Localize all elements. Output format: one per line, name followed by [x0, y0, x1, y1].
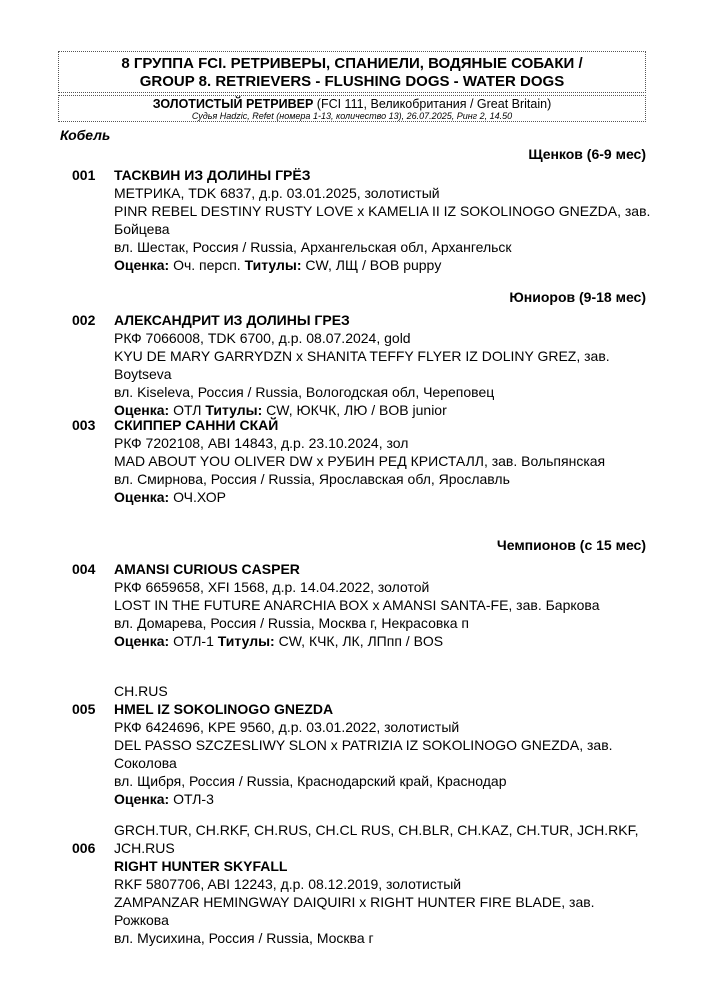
dog-owner: вл. Шестак, Россия / Russia, Архангельская обл, Архангельск [114, 239, 512, 255]
dog-result: Оценка: ОТЛ Титулы: CW, ЮКЧК, ЛЮ / BOB junior [114, 402, 447, 418]
dog-pedigree: PINR REBEL DESTINY RUSTY LOVE x KAMELIA II IZ SOKOLINOGO GNEZDA, зав. Бойцева [114, 203, 651, 237]
dog-grade: ОЧ.ХОР [169, 489, 226, 505]
dog-result: Оценка: ОТЛ-1 Титулы: CW, КЧК, ЛК, ЛПпп / BOS [114, 633, 444, 649]
dog-result: Оценка: ОЧ.ХОР [114, 489, 226, 505]
dog-registration: РКФ 7202108, ABI 14843, д.р. 23.10.2024, зол [114, 435, 409, 451]
dog-owner: вл. Смирнова, Россия / Russia, Ярославская обл, Ярославль [114, 471, 510, 487]
group-title-en: GROUP 8. RETRIEVERS - FLUSHING DOGS - WATER DOGS [139, 73, 565, 90]
dog-name: RIGHT HUNTER SKYFALL [114, 858, 288, 874]
dog-grade: ОТЛ-3 [169, 791, 214, 807]
dog-name: СКИППЕР САННИ СКАЙ [114, 417, 279, 433]
entry-003 [72, 416, 652, 506]
dog-name: ТАСКВИН ИЗ ДОЛИНЫ ГРЁЗ [114, 167, 311, 183]
entry-002 [72, 311, 652, 419]
entry-number: 005 [72, 701, 96, 717]
dog-prefix-titles: CH.RUS [114, 683, 168, 699]
dog-registration: МЕТРИКА, TDK 6837, д.р. 03.01.2025, золотистый [114, 185, 440, 201]
group-header [58, 51, 646, 93]
dog-grade: Оч. персп. [169, 257, 241, 273]
dog-titles: CW, ЛЩ / BOB puppy [301, 257, 442, 273]
dog-pedigree: ZAMPANZAR HEMINGWAY DAIQUIRI x RIGHT HUNTER FIRE BLADE, зав. Рожкова [114, 894, 595, 928]
entry-number: 001 [72, 167, 96, 183]
dog-registration: РКФ 6659658, XFI 1568, д.р. 14.04.2022, золотой [114, 579, 430, 595]
entry-number: 006 [72, 840, 96, 856]
dog-grade: ОТЛ [169, 402, 202, 418]
dog-pedigree: DEL PASSO SZCZESLIWY SLON x PATRIZIA IZ SOKOLINOGO GNEZDA, зав. Соколова [114, 737, 613, 771]
dog-result: Оценка: Оч. персп. Титулы: CW, ЛЩ / BOB puppy [114, 257, 442, 273]
dog-owner: вл. Мусихина, Россия / Russia, Москва г [114, 930, 374, 946]
entry-number: 002 [72, 312, 96, 328]
dog-registration: RKF 5807706, ABI 12243, д.р. 08.12.2019, золотистый [114, 876, 462, 892]
judge-line: Судья Hadzic, Refet (номера 1-13, количество 13), 26.07.2025, Ринг 2, 14.50 [191, 111, 513, 121]
dog-registration: РКФ 7066008, TDK 6700, д.р. 08.07.2024, gold [114, 330, 411, 346]
entry-number: 004 [72, 561, 96, 577]
dog-titles: CW, КЧК, ЛК, ЛПпп / BOS [274, 633, 444, 649]
sex-heading: Кобель [60, 127, 111, 143]
class-heading-champion: Чемпионов (с 15 мес) [496, 537, 646, 553]
entry-number: 003 [72, 417, 96, 433]
entry-004 [72, 560, 652, 650]
entry-006 [72, 821, 652, 947]
dog-pedigree: KYU DE MARY GARRYDZN x SHANITA TEFFY FLYER IZ DOLINY GREZ, зав. Boytseva [114, 348, 610, 382]
group-title-ru: 8 ГРУППА FCI. РЕТРИВЕРЫ, СПАНИЕЛИ, ВОДЯНЫЕ СОБАКИ / [121, 55, 583, 72]
dog-result: Оценка: ОТЛ-3 [114, 791, 214, 807]
dog-owner: вл. Домарева, Россия / Russia, Москва г, Некрасовка п [114, 615, 469, 631]
dog-name: АЛЕКСАНДРИТ ИЗ ДОЛИНЫ ГРЕЗ [114, 312, 350, 328]
dog-owner: вл. Kiseleva, Россия / Russia, Вологодская обл, Череповец [114, 384, 495, 400]
breed-header [58, 95, 646, 122]
dog-grade: ОТЛ-1 [169, 633, 214, 649]
entry-001 [72, 166, 652, 274]
dog-pedigree: LOST IN THE FUTURE ANARCHIA BOX x AMANSI SANTA-FE, зав. Баркова [114, 597, 600, 613]
dog-prefix-titles: GRCH.TUR, CH.RKF, CH.RUS, CH.CL RUS, CH.BLR, CH.KAZ, CH.TUR, JCH.RKF, JCH.RUS [114, 822, 639, 856]
dog-owner: вл. Щибря, Россия / Russia, Краснодарский край, Краснодар [114, 773, 507, 789]
class-heading-junior: Юниоров (9-18 мес) [509, 289, 646, 305]
dog-registration: РКФ 6424696, KPE 9560, д.р. 03.01.2022, золотистый [114, 719, 460, 735]
class-heading-puppy: Щенков (6-9 мес) [528, 146, 646, 162]
dog-pedigree: MAD ABOUT YOU OLIVER DW x РУБИН РЕД КРИСТАЛЛ, зав. Вольпянская [114, 453, 606, 469]
breed-info: (FCI 111, Великобритания / Great Britain) [313, 97, 552, 111]
dog-name: AMANSI CURIOUS CASPER [114, 561, 300, 577]
dog-name: HMEL IZ SOKOLINOGO GNEZDA [114, 701, 334, 717]
entry-005 [72, 682, 652, 808]
dog-titles: CW, ЮКЧК, ЛЮ / BOB junior [262, 402, 447, 418]
breed-name: ЗОЛОТИСТЫЙ РЕТРИВЕР [152, 97, 314, 111]
